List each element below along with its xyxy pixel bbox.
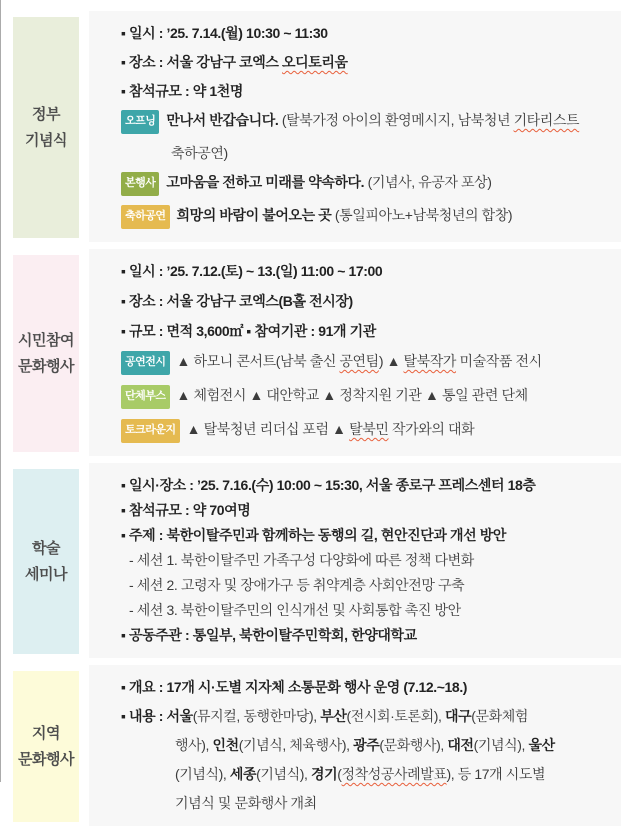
text-segment: 광주 — [353, 737, 380, 753]
content-line — [121, 291, 617, 312]
content-line — [121, 52, 617, 73]
content-line — [121, 706, 617, 727]
text-segment: (기념식, 체육행사), — [238, 737, 354, 753]
label-line: 기념식 — [25, 131, 67, 149]
text-segment: 고마움을 전하고 미래를 약속하다. — [166, 174, 365, 190]
text-segment: ▲ 탈북청년 리더십 포럼 ▲ — [186, 421, 350, 437]
content-line — [121, 81, 617, 102]
badge-lightgreen: 단체부스 — [121, 385, 170, 409]
section-citizen-culture-events — [13, 249, 621, 456]
text-segment: (문화체험 — [471, 708, 529, 724]
label-line: 시민참여 — [18, 331, 74, 349]
content-line — [121, 625, 617, 646]
text-segment: (탈북가정 아이의 환영메시지, 남북청년 — [278, 112, 514, 128]
label-line: 문화행사 — [18, 750, 74, 768]
content-line — [121, 793, 617, 814]
text-segment: 행사), — [175, 737, 213, 753]
content-line — [121, 261, 617, 282]
badge-teal: 공연전시 — [121, 351, 170, 375]
text-segment: 미술작품 전시 — [456, 353, 542, 369]
text-segment: ) ▲ — [378, 353, 404, 369]
section-content-government-ceremony — [89, 11, 621, 242]
label-line: 지역 — [32, 724, 60, 742]
content-line — [121, 172, 617, 197]
text-segment: 탈북작가 — [403, 353, 457, 369]
badge-green: 본행사 — [121, 172, 159, 196]
section-label-government-ceremony — [13, 17, 79, 238]
text-segment: ▪ 공동주관 : 통일부, 북한이탈주민학회, 한양대학교 — [121, 627, 417, 643]
section-government-ceremony — [13, 11, 621, 242]
content-line — [121, 143, 617, 164]
text-segment: 부산 — [320, 708, 347, 724]
section-content-citizen-culture-events — [89, 249, 621, 456]
label-line: 정부 — [32, 105, 60, 123]
text-segment: 희망의 바람이 불어오는 곳 — [176, 207, 332, 223]
text-segment: 탈북민 — [349, 421, 389, 437]
badge-gold: 축하공연 — [121, 205, 170, 229]
text-segment: ), 등 17개 시도별 — [446, 766, 546, 782]
content-line — [121, 550, 617, 571]
text-segment: ▪ 참석규모 : 약 70여명 — [121, 502, 251, 518]
text-segment: (문화행사), — [379, 737, 448, 753]
text-segment: 울산 — [528, 737, 555, 753]
content-line — [121, 351, 617, 376]
content-line — [121, 321, 617, 342]
label-line: 학술 — [32, 539, 60, 557]
content-line — [121, 205, 617, 230]
text-segment: ▪ 규모 : 면적 3,600㎡ ▪ 참여기관 : 91개 기관 — [121, 323, 376, 339]
text-segment: - 세션 3. 북한이탈주민의 인식개선 및 사회통합 촉진 방안 — [129, 602, 461, 618]
section-academic-seminar — [13, 463, 621, 658]
label-line: 문화행사 — [18, 357, 74, 375]
content-line — [121, 677, 617, 698]
content-line — [121, 525, 617, 546]
content-line — [121, 475, 617, 496]
content-line — [121, 23, 617, 44]
section-label-citizen-culture-events — [13, 255, 79, 452]
text-segment: - 세션 1. 북한이탈주민 가족구성 다양화에 따른 정책 다변화 — [129, 552, 474, 568]
text-segment: (기념식), — [256, 766, 312, 782]
text-segment: ( — [337, 766, 342, 782]
text-segment: 세종 — [229, 766, 257, 782]
text-segment: 정착성공사례발표 — [341, 766, 447, 782]
text-segment: ▪ 개요 : 17개 시·도별 지자체 소통문화 행사 운영 (7.12.~18.) — [121, 679, 468, 695]
section-label-academic-seminar — [13, 469, 79, 654]
content-line — [121, 735, 617, 756]
text-segment: 공연팀 — [339, 353, 379, 369]
label-line: 세미나 — [25, 565, 67, 583]
text-segment: (기념식), — [473, 737, 529, 753]
content-line — [121, 419, 617, 444]
text-segment: 기념식 및 문화행사 개최 — [175, 795, 317, 811]
text-segment: ▪ 장소 : 서울 강남구 코엑스 — [121, 54, 283, 70]
text-segment: 축하공연) — [171, 145, 228, 161]
text-segment: (기념식), — [175, 766, 230, 782]
section-content-regional-culture-events — [89, 665, 621, 826]
content-line — [121, 385, 617, 410]
text-segment: 작가와의 대화 — [388, 421, 475, 437]
event-table — [13, 11, 621, 833]
section-label-regional-culture-events — [13, 671, 79, 822]
text-segment: 만나서 반갑습니다. — [166, 112, 279, 128]
text-segment: ▪ 참석규모 : 약 1천명 — [121, 83, 244, 99]
content-line — [121, 500, 617, 521]
text-segment: 인천 — [212, 737, 239, 753]
text-segment: (전시회·토론회), — [346, 708, 446, 724]
text-segment: 대구 — [445, 708, 472, 724]
text-segment: 대전 — [447, 737, 474, 753]
text-segment: (통일피아노+남북청년의 합창) — [331, 207, 513, 223]
text-segment: (기념사, 유공자 포상) — [364, 174, 492, 190]
text-segment: ▪ 내용 : 서울 — [121, 708, 193, 724]
text-segment: ▪ 일시 : ’25. 7.12.(토) ~ 13.(일) 11:00 ~ 17:00 — [121, 263, 383, 279]
text-segment: 경기 — [311, 766, 338, 782]
text-segment: ▲ 하모니 콘서트(남북 출신 — [176, 353, 340, 369]
text-segment: ▪ 주제 : 북한이탈주민과 함께하는 동행의 길, 현안진단과 개선 방안 — [121, 527, 506, 543]
text-segment: ▪ 일시 : ’25. 7.14.(월) 10:30 ~ 11:30 — [121, 25, 328, 41]
badge-gold: 토크라운지 — [121, 419, 180, 443]
text-segment: 오디토리움 — [282, 54, 348, 70]
content-line — [121, 600, 617, 621]
content-line — [121, 575, 617, 596]
text-segment: - 세션 2. 고령자 및 장애가구 등 취약계층 사회안전망 구축 — [129, 577, 465, 593]
section-regional-culture-events — [13, 665, 621, 826]
text-segment: ▲ 체험전시 ▲ 대안학교 ▲ 정착지원 기관 ▲ 통일 관련 단체 — [176, 387, 528, 403]
text-segment: ▪ 장소 : 서울 강남구 코엑스(B홀 전시장) — [121, 293, 353, 309]
text-segment: 기타리스트 — [513, 112, 580, 128]
content-line — [121, 110, 617, 135]
text-segment: ▪ 일시·장소 : ’25. 7.16.(수) 10:00 ~ 15:30, 서울 종로구 프레스센터 18층 — [121, 477, 536, 493]
page-left-border — [0, 0, 1, 782]
badge-teal: 오프닝 — [121, 110, 159, 134]
text-segment: (뮤지컬, 동행한마당), — [192, 708, 321, 724]
section-content-academic-seminar — [89, 463, 621, 658]
